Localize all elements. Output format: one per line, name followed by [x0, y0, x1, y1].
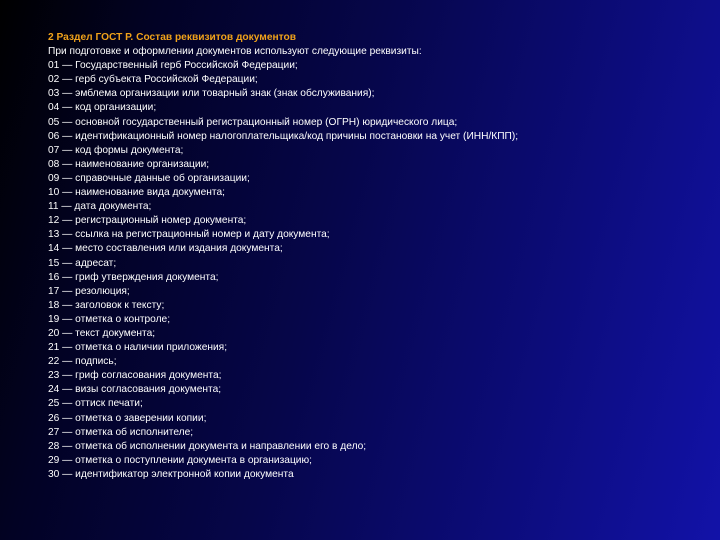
list-item: 24 — визы согласования документа; — [48, 384, 222, 396]
list-item: 09 — справочные данные об организации; — [48, 172, 250, 184]
slide-content — [48, 31, 688, 482]
list-item: 05 — основной государственный регистрационный номер (ОГРН) юридического лица; — [48, 116, 458, 128]
list-item: 10 — наименование вида документа; — [48, 187, 225, 199]
list-item: 18 — заголовок к тексту; — [48, 299, 165, 311]
intro-text: При подготовке и оформлении документов используют следующие реквизиты: — [48, 46, 422, 58]
list-item: 11 — дата документа; — [48, 201, 152, 213]
list-item: 03 — эмблема организации или товарный знак (знак обслуживания); — [48, 88, 375, 100]
list-item: 15 — адресат; — [48, 257, 117, 269]
list-item: 26 — отметка о заверении копии; — [48, 412, 207, 424]
list-item: 02 — герб субъекта Российской Федерации; — [48, 74, 258, 86]
list-item: 20 — текст документа; — [48, 327, 156, 339]
list-item: 23 — гриф согласования документа; — [48, 370, 222, 382]
list-item: 14 — место составления или издания документа; — [48, 243, 283, 255]
list-item: 07 — код формы документа; — [48, 144, 184, 156]
list-item: 06 — идентификационный номер налогоплательщика/код причины постановки на учет (ИНН/КПП); — [48, 130, 519, 142]
requisites-list — [48, 59, 688, 482]
list-item: 25 — оттиск печати; — [48, 398, 143, 410]
list-item: 01 — Государственный герб Российской Федерации; — [48, 60, 298, 72]
list-item: 28 — отметка об исполнении документа и направлении его в дело; — [48, 440, 367, 452]
list-item: 30 — идентификатор электронной копии документа — [48, 468, 294, 480]
list-item: 22 — подпись; — [48, 356, 117, 368]
list-item: 21 — отметка о наличии приложения; — [48, 342, 228, 354]
slide-title: 2 Раздел ГОСТ Р. Состав реквизитов документов — [48, 32, 296, 43]
list-item: 29 — отметка о поступлении документа в организацию; — [48, 454, 312, 466]
list-item: 17 — резолюция; — [48, 285, 130, 297]
list-item: 27 — отметка об исполнителе; — [48, 426, 194, 438]
list-item: 08 — наименование организации; — [48, 158, 210, 170]
list-item: 04 — код организации; — [48, 102, 157, 114]
list-item: 12 — регистрационный номер документа; — [48, 215, 247, 227]
list-item: 13 — ссылка на регистрационный номер и дату документа; — [48, 229, 330, 241]
list-item: 16 — гриф утверждения документа; — [48, 271, 219, 283]
list-item: 19 — отметка о контроле; — [48, 313, 171, 325]
